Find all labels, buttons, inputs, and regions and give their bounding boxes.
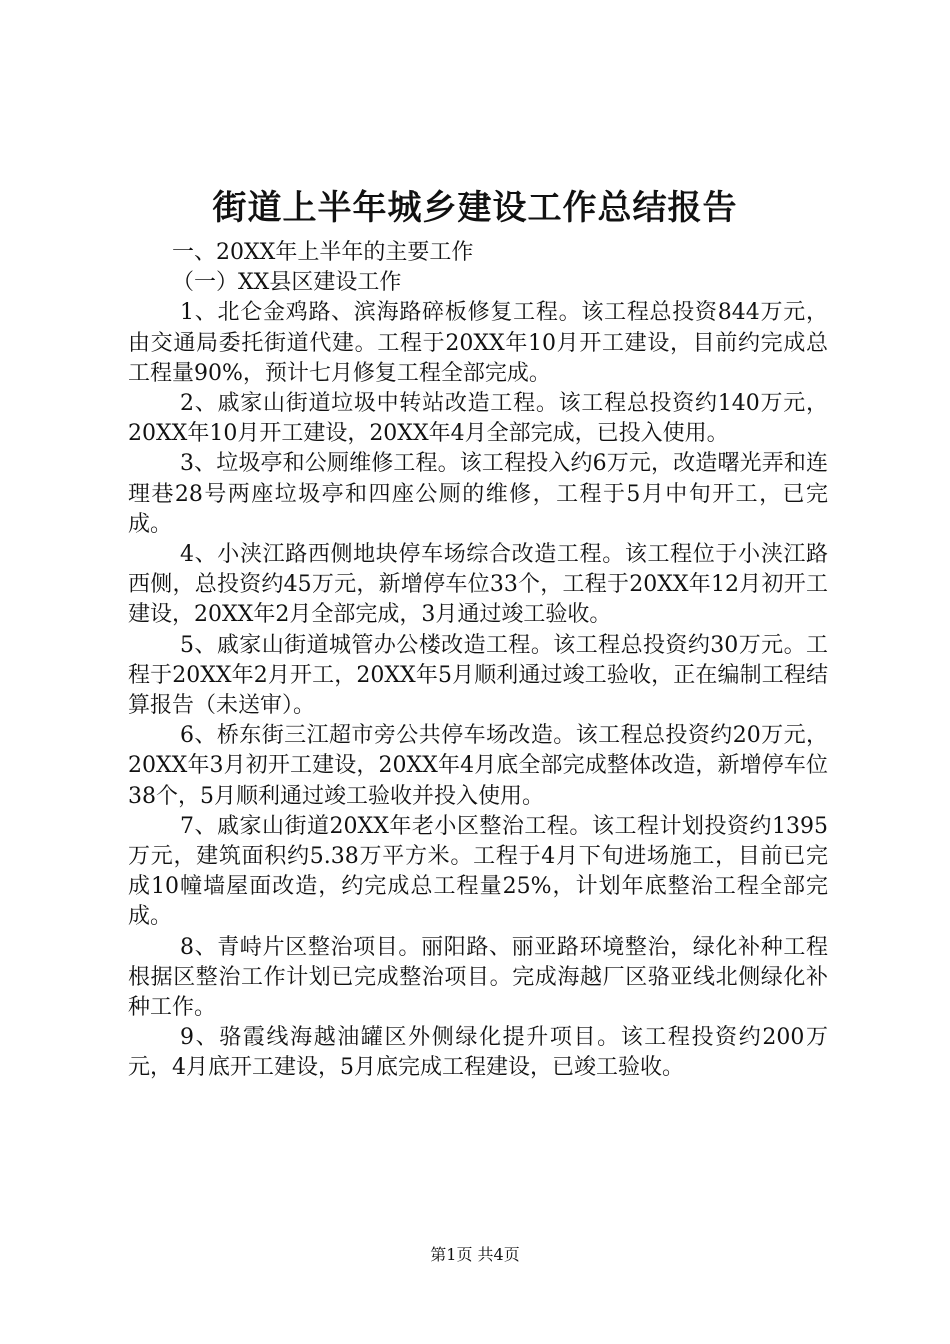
paragraph-3: 3、垃圾亭和公厕维修工程。该工程投入约6万元，改造曙光弄和连理巷28号两座垃圾亭和四座公厕的维修，工程于5月中旬开工，已完成。 [128, 451, 828, 537]
paragraph-8: 8、青峙片区整治项目。丽阳路、丽亚路环境整治，绿化补种工程根据区整治工作计划已完成整治项目。完成海越厂区骆亚线北侧绿化补种工作。 [128, 934, 828, 1021]
section-heading: 一、20XX年上半年的主要工作 [172, 240, 474, 265]
paragraph-6: 6、桥东街三江超市旁公共停车场改造。该工程总投资约20万元，20XX年3月初开工建设，20XX年4月底全部完成整体改造，新增停车位38个，5月顺利通过竣工验收并投入使用。 [128, 723, 828, 809]
subsection-heading: （一）XX县区建设工作 [172, 270, 402, 296]
page-footer [0, 1245, 950, 1265]
document-body [128, 238, 828, 1084]
paragraph-9: 9、骆霞线海越油罐区外侧绿化提升项目。该工程投资约200万元，4月底开工建设，5月底完成工程建设，已竣工验收。 [128, 1025, 828, 1081]
paragraph-4: 4、小浃江路西侧地块停车场综合改造工程。该工程位于小浃江路西侧，总投资约45万元，新增停车位33个，工程于20XX年12月初开工建设，20XX年2月全部完成，3月通过竣工验收。 [128, 542, 828, 628]
document-title: 街道上半年城乡建设工作总结报告 [212, 188, 738, 228]
page-indicator: 第1页 共4页 [430, 1245, 520, 1264]
paragraph-2: 2、戚家山街道垃圾中转站改造工程。该工程总投资约140万元，20XX年10月开工建设，20XX年4月全部完成，已投入使用。 [128, 391, 828, 447]
paragraph-7: 7、戚家山街道20XX年老小区整治工程。该工程计划投资约1395万元，建筑面积约5.38万平方米。工程于4月下旬进场施工，目前已完成10幢墙屋面改造，约完成总工程量25%，计划年底整治工程全部完成。 [128, 813, 828, 930]
paragraph-1: 1、北仑金鸡路、滨海路碎板修复工程。该工程总投资844万元，由交通局委托街道代建。工程于20XX年10月开工建设，目前约完成总工程量90%，预计七月修复工程全部完成。 [128, 300, 828, 386]
paragraph-5: 5、戚家山街道城管办公楼改造工程。该工程总投资约30万元。工程于20XX年2月开工，20XX年5月顺利通过竣工验收，正在编制工程结算报告（未送审）。 [128, 632, 828, 719]
